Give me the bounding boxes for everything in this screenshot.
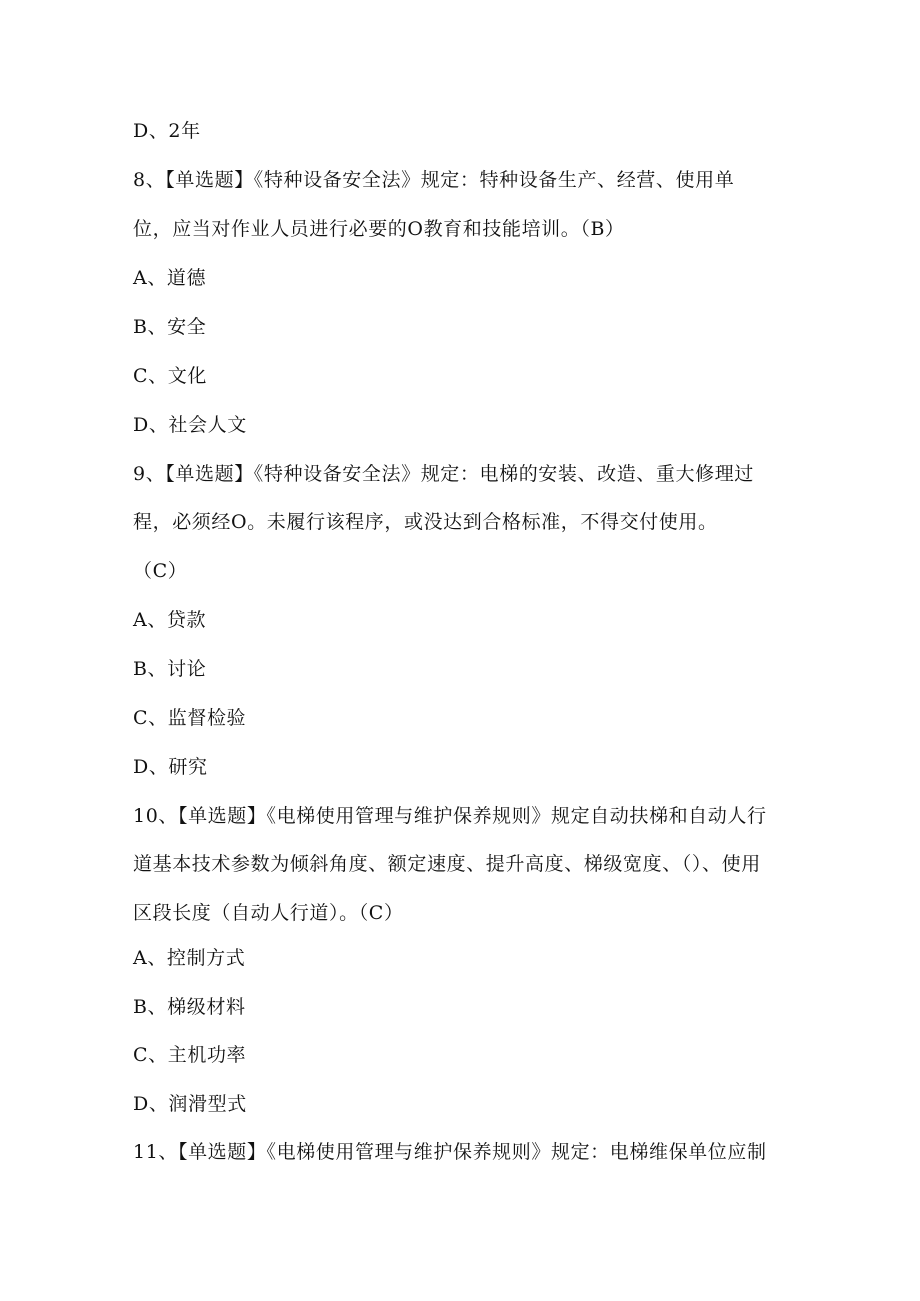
q9-option-d: D、研究	[133, 756, 208, 778]
q8-stem-line-1: 8、【单选题】《特种设备安全法》规定：特种设备生产、经营、使用单	[133, 169, 735, 191]
q11-stem-line-1: 11、【单选题】《电梯使用管理与维护保养规则》规定：电梯维保单位应制	[133, 1141, 767, 1163]
q10-stem-line-2: 道基本技术参数为倾斜角度、额定速度、提升高度、梯级宽度、（）、使用	[133, 853, 761, 875]
q10-stem-line-3: 区段长度（自动人行道）。（C）	[133, 902, 404, 924]
q10-stem-line-1: 10、【单选题】《电梯使用管理与维护保养规则》规定自动扶梯和自动人行	[133, 805, 767, 827]
q9-option-c: C、监督检验	[133, 707, 247, 729]
q8-option-c: C、文化	[133, 365, 207, 387]
q7-option-d: D、2年	[133, 120, 201, 142]
q8-option-a: A、道德	[133, 267, 207, 289]
q9-stem-line-1: 9、【单选题】《特种设备安全法》规定：电梯的安装、改造、重大修理过	[133, 463, 754, 485]
q10-option-d: D、润滑型式	[133, 1093, 247, 1115]
q10-option-a: A、控制方式	[133, 947, 246, 969]
q9-option-a: A、贷款	[133, 609, 207, 631]
q10-option-c: C、主机功率	[133, 1044, 247, 1066]
q8-option-b: B、安全	[133, 316, 207, 338]
q10-option-b: B、梯级材料	[133, 996, 246, 1018]
q8-stem-line-2: 位，应当对作业人员进行必要的O教育和技能培训。（B）	[133, 218, 625, 240]
q9-option-b: B、讨论	[133, 658, 207, 680]
q9-answer: （C）	[133, 560, 188, 582]
q9-stem-line-2: 程，必须经O。未履行该程序，或没达到合格标准，不得交付使用。	[133, 511, 718, 533]
q8-option-d: D、社会人文	[133, 414, 247, 436]
